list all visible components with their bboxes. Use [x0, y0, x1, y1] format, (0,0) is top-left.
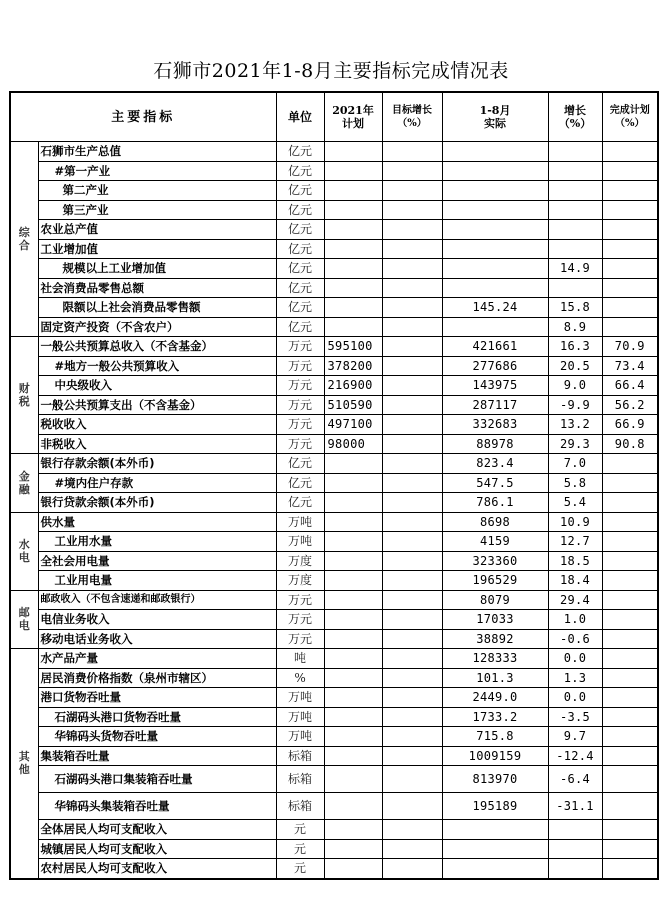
row-name: 社会消费品零售总额 — [38, 278, 276, 298]
row-name: 第二产业 — [38, 181, 276, 201]
row-unit: 亿元 — [276, 142, 324, 162]
row-name: 工业用电量 — [38, 571, 276, 591]
table-row: 华锦码头集装箱吞吐量 标箱 195189 -31.1 — [10, 793, 658, 820]
row-name: 全社会用电量 — [38, 551, 276, 571]
row-name: 电信业务收入 — [38, 610, 276, 630]
category-caishui: 财 税 — [10, 337, 38, 454]
header-actual: 1-8月 实际 — [442, 92, 548, 142]
row-name: 石湖码头港口货物吞吐量 — [38, 707, 276, 727]
row-name: 中央级收入 — [38, 376, 276, 396]
table-row: 第三产业 亿元 — [10, 200, 658, 220]
table-row: 居民消费价格指数（泉州市辖区） % 101.3 1.3 — [10, 668, 658, 688]
row-name: 石狮市生产总值 — [38, 142, 276, 162]
row-name: 移动电话业务收入 — [38, 629, 276, 649]
row-name: 一般公共预算支出（不含基金） — [38, 395, 276, 415]
row-name: 限额以上社会消费品零售额 — [38, 298, 276, 318]
row-name: 工业用水量 — [38, 532, 276, 552]
row-name: 水产品产量 — [38, 649, 276, 669]
row-name: 银行贷款余额(本外币) — [38, 493, 276, 513]
table-row: 水 电 供水量 万吨 8698 10.9 — [10, 512, 658, 532]
table-row: 金 融 银行存款余额(本外币) 亿元 823.4 7.0 — [10, 454, 658, 474]
table-row: 工业增加值 亿元 — [10, 239, 658, 259]
table-row: 银行贷款余额(本外币) 亿元 786.1 5.4 — [10, 493, 658, 513]
page-title: 石狮市2021年1-8月主要指标完成情况表 — [153, 60, 509, 82]
table-row: 移动电话业务收入 万元 38892 -0.6 — [10, 629, 658, 649]
row-name: 第三产业 — [38, 200, 276, 220]
header-plan: 2021年 计划 — [324, 92, 382, 142]
table-header-row — [10, 92, 658, 142]
row-name: 华锦码头货物吞吐量 — [38, 727, 276, 747]
table-row: 全社会用电量 万度 323360 18.5 — [10, 551, 658, 571]
row-name: #境内住户存款 — [38, 473, 276, 493]
category-youdian: 邮 电 — [10, 590, 38, 649]
table-row: 石湖码头港口集装箱吞吐量 标箱 813970 -6.4 — [10, 766, 658, 793]
row-name: 农业总产值 — [38, 220, 276, 240]
header-target-growth: 目标增长 （%） — [382, 92, 442, 142]
table-row: 全体居民人均可支配收入 元 — [10, 820, 658, 840]
table-row: 非税收入 万元 98000 88978 29.3 90.8 — [10, 434, 658, 454]
header-growth: 增长 （%） — [548, 92, 602, 142]
row-name: 集装箱吞吐量 — [38, 746, 276, 766]
indicators-table — [9, 91, 659, 880]
category-shuidian: 水 电 — [10, 512, 38, 590]
table-row: 规模以上工业增加值 亿元 14.9 — [10, 259, 658, 279]
table-row: 第二产业 亿元 — [10, 181, 658, 201]
table-row: 集装箱吞吐量 标箱 1009159 -12.4 — [10, 746, 658, 766]
row-name: 全体居民人均可支配收入 — [38, 820, 276, 840]
row-name: 城镇居民人均可支配收入 — [38, 839, 276, 859]
row-name: 固定资产投资（不含农户） — [38, 317, 276, 337]
table-row: 华锦码头货物吞吐量 万吨 715.8 9.7 — [10, 727, 658, 747]
row-name: 石湖码头港口集装箱吞吐量 — [38, 766, 276, 793]
row-name: 农村居民人均可支配收入 — [38, 859, 276, 879]
table-row: 中央级收入 万元 216900 143975 9.0 66.4 — [10, 376, 658, 396]
table-row: 固定资产投资（不含农户） 亿元 8.9 — [10, 317, 658, 337]
table-row: 邮 电 邮政收入（不包含速递和邮政银行） 万元 8079 29.4 — [10, 590, 658, 610]
table-row: 城镇居民人均可支配收入 元 — [10, 839, 658, 859]
row-name: 邮政收入（不包含速递和邮政银行） — [38, 590, 276, 610]
row-name: #地方一般公共预算收入 — [38, 356, 276, 376]
category-zonghe: 综 合 — [10, 142, 38, 337]
table-row: #第一产业 亿元 — [10, 161, 658, 181]
header-completion: 完成计划 （%） — [602, 92, 658, 142]
table-row: 农业总产值 亿元 — [10, 220, 658, 240]
header-indicator: 主要指标 — [10, 92, 276, 142]
table-row — [10, 142, 658, 162]
category-qita: 其 他 — [10, 649, 38, 879]
table-row: 工业用水量 万吨 4159 12.7 — [10, 532, 658, 552]
table-row: 财 税 一般公共预算总收入（不含基金） 万元 595100 421661 16.3 70.9 — [10, 337, 658, 357]
header-unit: 单位 — [276, 92, 324, 142]
table-row: 社会消费品零售总额 亿元 — [10, 278, 658, 298]
table-row: 限额以上社会消费品零售额 亿元 145.24 15.8 — [10, 298, 658, 318]
row-name: 工业增加值 — [38, 239, 276, 259]
table-row: 一般公共预算支出（不含基金） 万元 510590 287117 -9.9 56.2 — [10, 395, 658, 415]
row-name: 税收收入 — [38, 415, 276, 435]
table-row: 石湖码头港口货物吞吐量 万吨 1733.2 -3.5 — [10, 707, 658, 727]
row-name: 银行存款余额(本外币) — [38, 454, 276, 474]
row-name: #第一产业 — [38, 161, 276, 181]
table-row: 税收收入 万元 497100 332683 13.2 66.9 — [10, 415, 658, 435]
table-row: 其 他 水产品产量 吨 128333 0.0 — [10, 649, 658, 669]
category-jinrong: 金 融 — [10, 454, 38, 513]
row-name: 居民消费价格指数（泉州市辖区） — [38, 668, 276, 688]
table-row: #地方一般公共预算收入 万元 378200 277686 20.5 73.4 — [10, 356, 658, 376]
table-row: 农村居民人均可支配收入 元 — [10, 859, 658, 879]
table-row: #境内住户存款 亿元 547.5 5.8 — [10, 473, 658, 493]
table-row: 工业用电量 万度 196529 18.4 — [10, 571, 658, 591]
row-name: 华锦码头集装箱吞吐量 — [38, 793, 276, 820]
table-row: 港口货物吞吐量 万吨 2449.0 0.0 — [10, 688, 658, 708]
row-name: 供水量 — [38, 512, 276, 532]
row-name: 港口货物吞吐量 — [38, 688, 276, 708]
row-name: 非税收入 — [38, 434, 276, 454]
row-name: 规模以上工业增加值 — [38, 259, 276, 279]
table-row: 电信业务收入 万元 17033 1.0 — [10, 610, 658, 630]
row-name: 一般公共预算总收入（不含基金） — [38, 337, 276, 357]
